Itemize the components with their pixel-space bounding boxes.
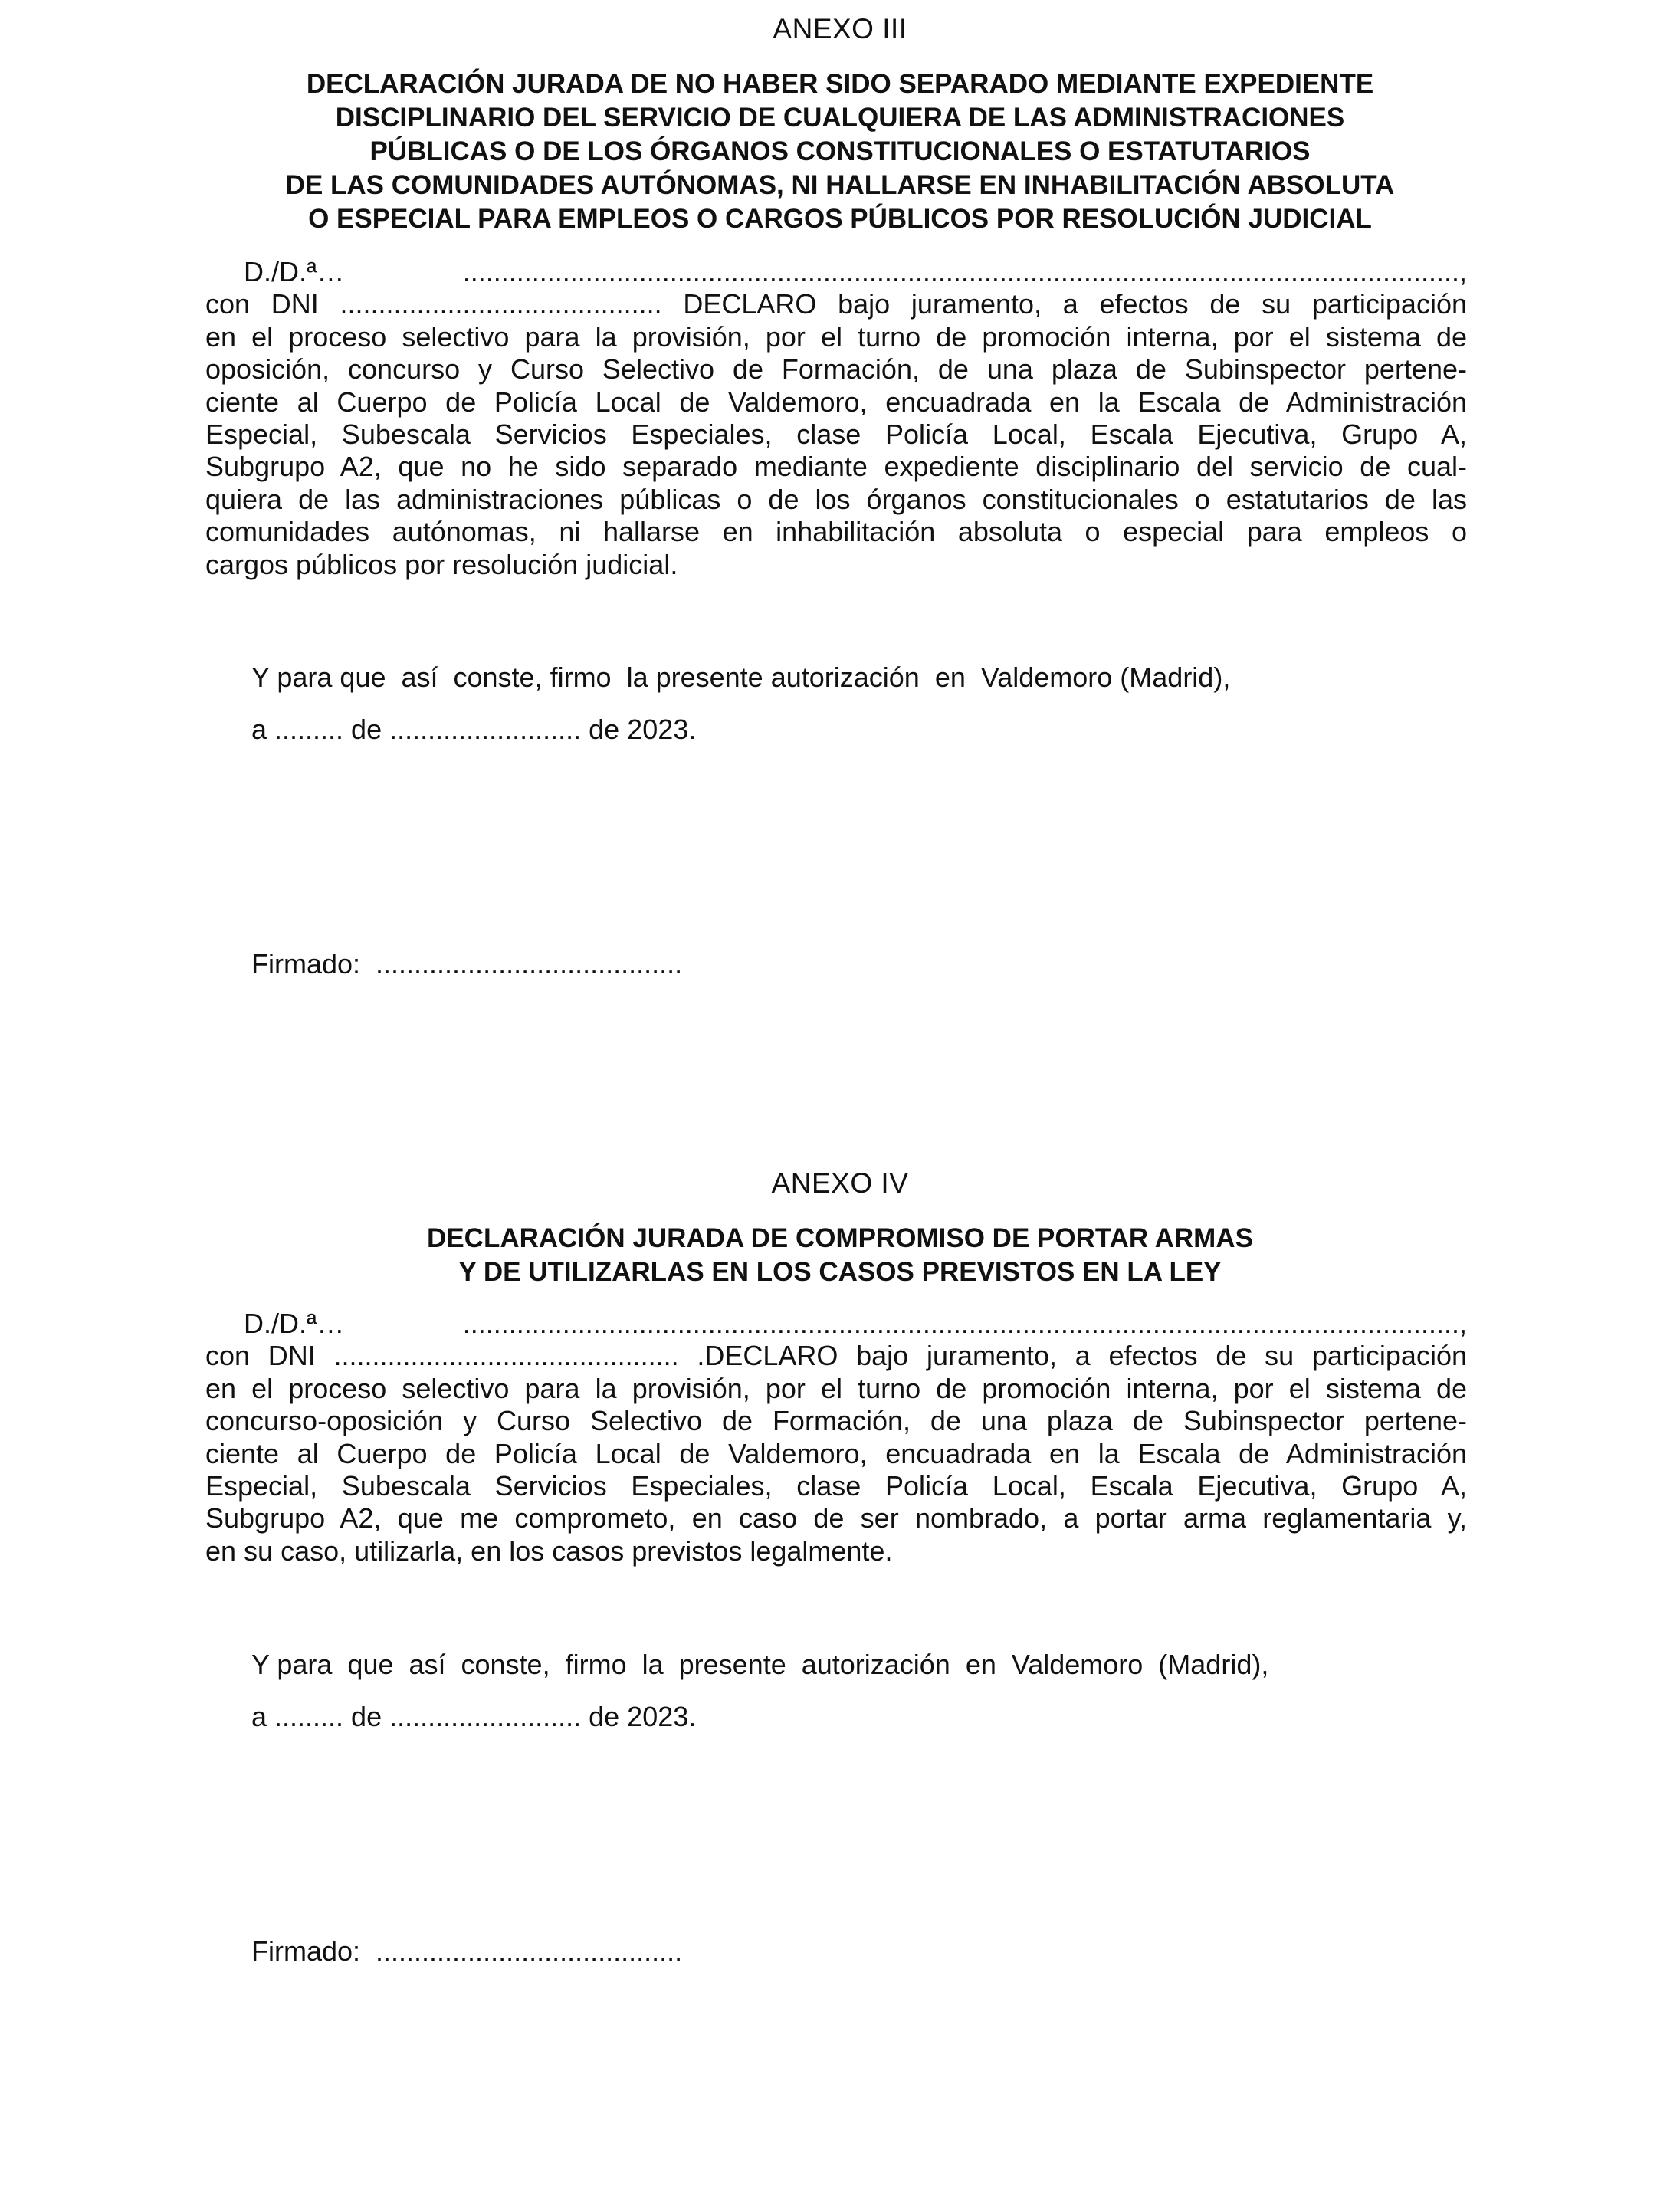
annex-3-body-line: cargos públicos por resolución judicial. <box>205 548 678 580</box>
annex-3-body-line: en el proceso selectivo para la provisión, por el turno de promoción interna, por el sistema de <box>205 320 1467 353</box>
annex-3-body-line: comunidades autónomas, ni hallarse en inhabilitación absoluta o especial para empleos o <box>205 516 1467 548</box>
annex-4-title <box>153 1222 1527 1289</box>
annex-4-body-line: Subgrupo A2, que me comprometo, en caso de ser nombrado, a portar arma reglamentaria y, <box>205 1502 1467 1534</box>
annex-3-title-line: PÚBLICAS O DE LOS ÓRGANOS CONSTITUCIONALES O ESTATUTARIOS <box>369 136 1311 166</box>
annex-3-title-line: O ESPECIAL PARA EMPLEOS O CARGOS PÚBLICOS POR RESOLUCIÓN JUDICIAL <box>308 204 1372 234</box>
annex-4-label: ANEXO IV <box>771 1167 909 1199</box>
annex-3-body-line: D./D.ª… .................................................................................................................................., <box>244 256 1467 287</box>
annex-4-declaration-body <box>205 1308 1467 1567</box>
annex-4-closing: Y para que así conste, firmo la presente autorización en Valdemoro (Madrid), <box>251 1649 1269 1680</box>
annex-4-body-line: en su caso, utilizarla, en los casos previstos legalmente. <box>205 1534 893 1567</box>
annex-3-body-line: oposición, concurso y Curso Selectivo de Formación, de una plaza de Subinspector pertene- <box>205 353 1467 386</box>
annex-4-body-line: con DNI ............................................. .DECLARO bajo juramento, a efectos de su participación <box>205 1340 1467 1372</box>
annex-3-label: ANEXO III <box>773 13 907 44</box>
annex-3-body-line: Especial, Subescala Servicios Especiales, clase Policía Local, Escala Ejecutiva, Grupo A, <box>205 418 1467 451</box>
annex-3-date-line: a ......... de ......................... de 2023. <box>251 714 697 745</box>
annex-4-body-line: D./D.ª… .................................................................................................................................., <box>244 1308 1467 1339</box>
annex-3-signature-line: Firmado: ........................................ <box>251 948 683 980</box>
annex-3-body-line: quiera de las administraciones públicas o de los órganos constitucionales o estatutarios de las <box>205 483 1467 515</box>
annex-4-body-line: ciente al Cuerpo de Policía Local de Valdemoro, encuadrada en la Escala de Administración <box>205 1437 1467 1469</box>
annex-4-date-line: a ......... de ......................... de 2023. <box>251 1701 697 1732</box>
annex-3-closing: Y para que así conste, firmo la presente autorización en Valdemoro (Madrid), <box>251 661 1231 693</box>
annex-3-title-line: DE LAS COMUNIDADES AUTÓNOMAS, NI HALLARSE EN INHABILITACIÓN ABSOLUTA <box>285 170 1395 200</box>
annex-3-declaration-body <box>205 256 1467 581</box>
annex-3-title <box>153 67 1527 236</box>
annex-3-body-line: Subgrupo A2, que no he sido separado mediante expediente disciplinario del servicio de cual- <box>205 451 1467 483</box>
annex-3-title-line: DECLARACIÓN JURADA DE NO HABER SIDO SEPARADO MEDIANTE EXPEDIENTE <box>306 69 1374 99</box>
annex-3-body-line: con DNI .......................................... DECLARO bajo juramento, a efectos de su participación <box>205 288 1467 320</box>
annex-4-title-line: DECLARACIÓN JURADA DE COMPROMISO DE PORTAR ARMAS <box>427 1223 1253 1253</box>
annex-4-body-line: concurso-oposición y Curso Selectivo de Formación, de una plaza de Subinspector pertene- <box>205 1405 1467 1437</box>
annex-4-body-line: en el proceso selectivo para la provisión, por el turno de promoción interna, por el sistema de <box>205 1372 1467 1404</box>
annex-4-title-line: Y DE UTILIZARLAS EN LOS CASOS PREVISTOS EN LA LEY <box>458 1257 1222 1287</box>
annex-3-body-line: ciente al Cuerpo de Policía Local de Valdemoro, encuadrada en la Escala de Administración <box>205 386 1467 418</box>
annex-4-body-line: Especial, Subescala Servicios Especiales, clase Policía Local, Escala Ejecutiva, Grupo A, <box>205 1470 1467 1502</box>
annex-3-title-line: DISCIPLINARIO DEL SERVICIO DE CUALQUIERA DE LAS ADMINISTRACIONES <box>335 103 1345 133</box>
annex-4-signature-line: Firmado: ........................................ <box>251 1935 683 1967</box>
